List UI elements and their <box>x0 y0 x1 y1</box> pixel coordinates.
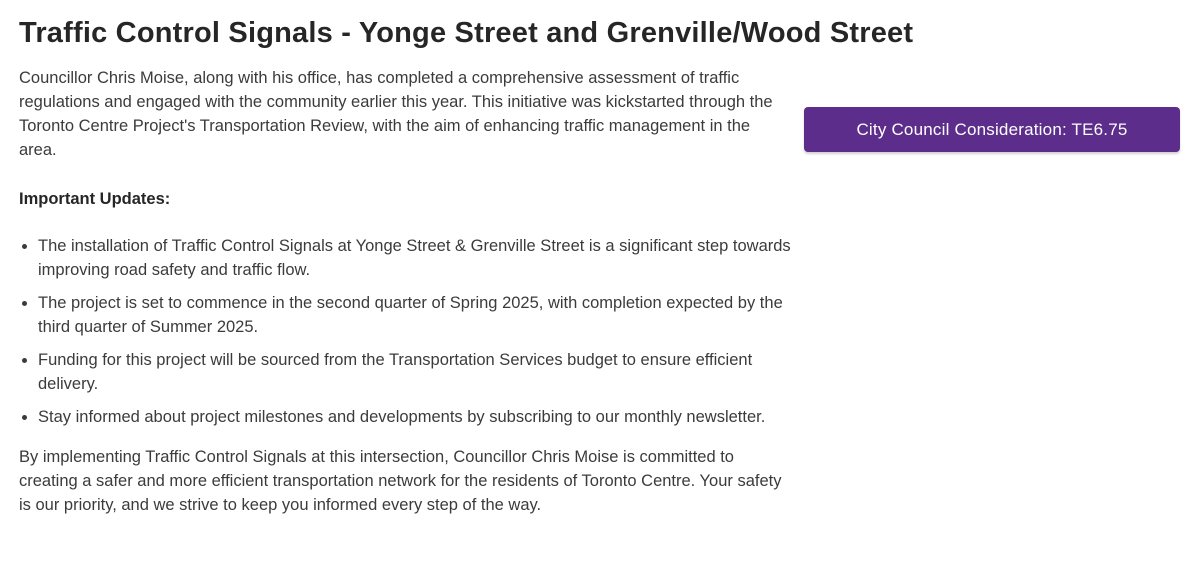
page-title: Traffic Control Signals - Yonge Street and Grenville/Wood Street <box>19 17 914 49</box>
closing-paragraph: By implementing Traffic Control Signals at this intersection, Councillor Chris Moise is committed to creating a safer and more efficient transportation network for the residents of Toronto Centre. Your safety is our priority, and we strive to keep you informed every step of the way. <box>19 447 782 514</box>
list-item: • Stay informed about project milestones and developments by subscribing to our monthly newsletter. <box>38 405 791 429</box>
city-council-consideration-badge[interactable]: City Council Consideration: TE6.75 <box>804 107 1180 152</box>
intro-paragraph: Councillor Chris Moise, along with his office, has completed a comprehensive assessment of traffic regulations and engaged with the community earlier this year. This initiative was kickstarted through the Toronto Centre Project's Transportation Review, with the aim of enhancing traffic management in the area. <box>19 68 773 159</box>
list-item: • Funding for this project will be sourced from the Transportation Services budget to ensure efficient delivery. <box>38 348 791 396</box>
updates-list <box>19 234 791 429</box>
updates-heading: Important Updates: <box>19 189 171 208</box>
list-item: • The installation of Traffic Control Signals at Yonge Street & Grenville Street is a significant step towards improving road safety and traffic flow. <box>38 234 791 282</box>
article-body <box>19 66 791 517</box>
list-item: • The project is set to commence in the second quarter of Spring 2025, with completion expected by the third quarter of Summer 2025. <box>38 291 791 339</box>
